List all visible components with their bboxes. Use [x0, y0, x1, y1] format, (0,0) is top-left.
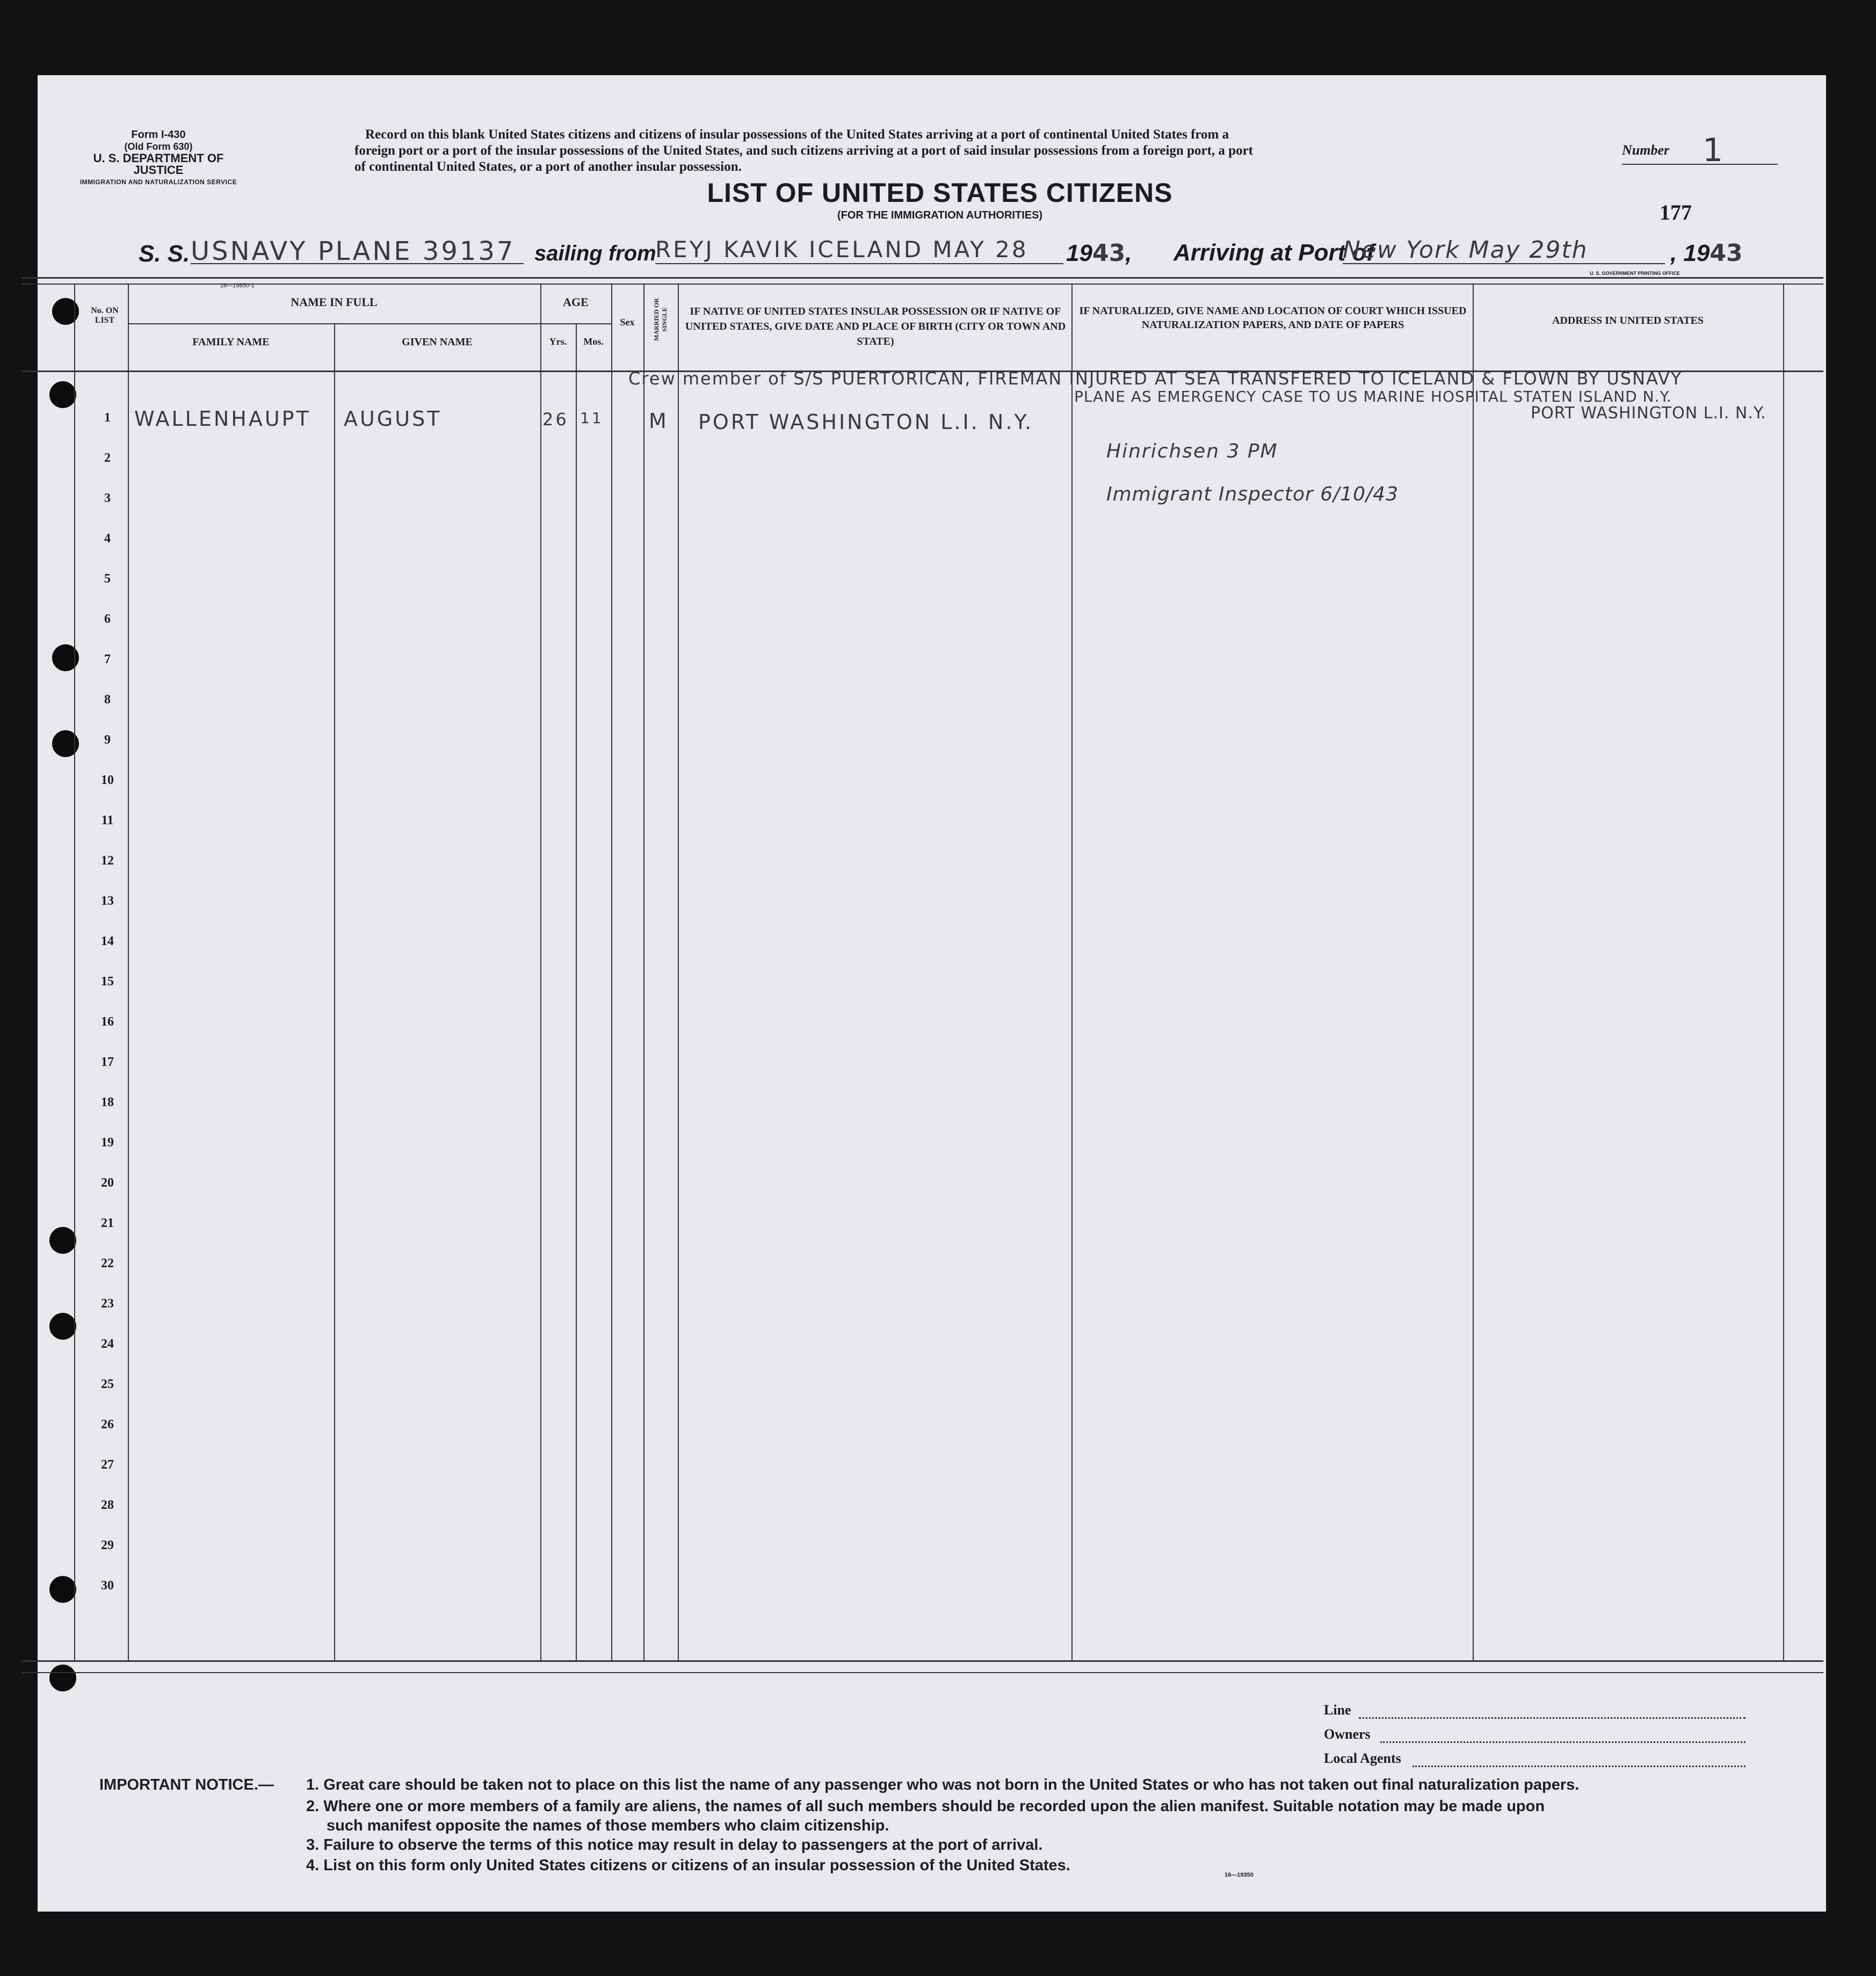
inspector-note: Hinrichsen 3 PM	[1106, 440, 1278, 462]
column-rule	[678, 284, 679, 1660]
column-rule	[540, 284, 541, 1660]
instructions	[354, 127, 1520, 175]
year-prefix: 19	[1066, 240, 1092, 266]
row-number: 21	[101, 1216, 114, 1230]
entry-family-name: WALLENHAUPT	[134, 407, 311, 431]
row-number: 30	[101, 1579, 114, 1593]
vessel-name: USNAVY PLANE 39137	[191, 236, 516, 266]
row-number: 6	[104, 612, 111, 626]
punch-hole	[49, 1665, 76, 1691]
sailing-label: sailing from	[534, 242, 656, 265]
year-handwritten: 43	[1710, 239, 1743, 267]
row-number: 26	[101, 1418, 114, 1432]
row-number: 25	[101, 1377, 114, 1391]
table-bottom-rule	[21, 1660, 1823, 1662]
col-header-age: AGE	[563, 295, 589, 309]
manifest-page	[38, 75, 1826, 1912]
row-number: 12	[101, 854, 114, 868]
department-name: U. S. DEPARTMENT OF JUSTICE	[93, 151, 224, 177]
column-rule	[576, 323, 577, 1660]
col-header-address: ADDRESS IN UNITED STATES	[1552, 315, 1704, 326]
number-label: Number	[1622, 142, 1670, 158]
notice-item: 4. List on this form only United States citizens or citizens of an insular possession of the United States.	[306, 1857, 1070, 1874]
from-port-field	[655, 236, 1063, 264]
to-port: New York May 29th	[1343, 236, 1588, 264]
number-value: 1	[1703, 132, 1726, 169]
service-name: IMMIGRATION AND NATURALIZATION SERVICE	[79, 178, 237, 186]
row-number: 27	[101, 1458, 114, 1472]
col-header-no: No. ON LIST	[91, 306, 119, 325]
bottom-form-code: 16—19350	[1225, 1872, 1254, 1878]
column-rule	[1071, 284, 1073, 1660]
table-top-rule	[21, 277, 1823, 279]
col-header-sex: Sex	[620, 317, 635, 328]
column-rule	[334, 323, 335, 1660]
arriving-label: Arriving at Port of	[1174, 239, 1375, 266]
gpo-imprint: U. S. GOVERNMENT PRINTING OFFICE	[1590, 271, 1681, 276]
owners-label: Owners	[1324, 1726, 1371, 1742]
notice-heading: IMPORTANT NOTICE.—	[99, 1776, 274, 1793]
row-number: 24	[101, 1337, 114, 1351]
local-agents-field	[1413, 1766, 1745, 1767]
inspector-note: Immigrant Inspector 6/10/43	[1106, 483, 1399, 505]
column-rule	[643, 284, 644, 1660]
punch-hole	[49, 381, 76, 408]
entry-birth-place: PORT WASHINGTON L.I. N.Y.	[698, 410, 1034, 434]
year-prefix: 19	[1683, 240, 1710, 266]
col-header-native: IF NATIVE OF UNITED STATES INSULAR POSSESSION OR IF NATIVE OF UNITED STATES, GIVE DATE AND PLACE OF BIRTH (CITY OR TOWN AND STATE)	[685, 306, 1066, 347]
row-number: 9	[104, 733, 111, 747]
col-header-family-name: FAMILY NAME	[192, 336, 270, 348]
year-arriving: , 1943	[1670, 239, 1743, 267]
stamp-number: 177	[1660, 200, 1692, 224]
punch-hole	[49, 1227, 76, 1254]
col-header-married: MARRIED OR SINGLE	[653, 298, 668, 341]
entry-given-name: AUGUST	[344, 407, 442, 431]
notice-item: 1. Great care should be taken not to place on this list the name of any passenger who was not born in the United States or who has not taken out final naturalization papers.	[306, 1776, 1580, 1793]
row-number: 2	[104, 451, 111, 465]
year-handwritten: 43	[1092, 239, 1126, 267]
number-field	[1622, 132, 1778, 169]
column-rule	[1783, 284, 1784, 1660]
row-number: 14	[101, 934, 114, 948]
notice-item: such manifest opposite the names of those members who claim citizenship.	[327, 1817, 889, 1834]
column-rule	[611, 284, 612, 1660]
form-code: 16—19850-1	[220, 282, 255, 289]
notice-item: 2. Where one or more members of a family are aliens, the names of all such members should be recorded upon the alien manifest. Suitable notation may be made upon	[306, 1798, 1545, 1815]
entry-address: PORT WASHINGTON L.I. N.Y.	[1531, 404, 1766, 423]
row-number: 19	[101, 1136, 114, 1150]
row-number: 5	[104, 572, 111, 586]
row-number: 23	[101, 1297, 114, 1311]
col-header-naturalized: IF NATURALIZED, GIVE NAME AND LOCATION OF COURT WHICH ISSUED NATURALIZATION PAPERS, AND DATE OF PAPERS	[1079, 305, 1467, 331]
col-header-given-name: GIVEN NAME	[402, 336, 473, 348]
column-rule	[128, 284, 129, 1660]
table-top-rule	[21, 284, 1823, 285]
col-header-mos: Mos.	[583, 336, 604, 347]
page-subtitle: (FOR THE IMMIGRATION AUTHORITIES)	[837, 209, 1043, 221]
col-header-name: NAME IN FULL	[291, 295, 378, 309]
entry-age-months: 11	[580, 409, 604, 427]
row-number: 8	[104, 693, 111, 707]
entry-remark-line2: PLANE AS EMERGENCY CASE TO US MARINE HOSPITAL STATEN ISLAND N.Y.	[1074, 388, 1672, 405]
row-number: 22	[101, 1256, 114, 1270]
row-number: 28	[101, 1498, 114, 1512]
vessel-field	[191, 236, 524, 264]
form-number: Form I-430	[131, 129, 186, 141]
instruction-line: of continental United States, or a port of another insular possession.	[354, 159, 742, 174]
entry-marital-status: M	[649, 409, 669, 433]
punch-hole	[49, 1576, 76, 1603]
page-title: LIST OF UNITED STATES CITIZENS	[707, 178, 1173, 208]
from-port: REYJ KAVIK ICELAND MAY 28	[655, 236, 1028, 263]
line-label: Line	[1324, 1702, 1351, 1718]
old-form-number: (Old Form 630)	[124, 141, 193, 152]
table-bottom-rule	[21, 1672, 1823, 1673]
row-number: 10	[101, 773, 114, 787]
ss-label: S. S.	[139, 241, 190, 267]
row-number: 17	[101, 1055, 114, 1069]
name-subheader-rule	[128, 323, 611, 324]
instruction-line: Record on this blank United States citizens and citizens of insular possessions of the United States arriving at a port of continental United States from a	[365, 127, 1229, 142]
col-header-yrs: Yrs.	[549, 336, 567, 347]
row-number: 13	[101, 894, 114, 908]
row-number: 7	[104, 652, 111, 666]
owners-field	[1380, 1741, 1745, 1743]
row-number: 18	[101, 1095, 114, 1109]
instruction-line: foreign port or a port of the insular possessions of the United States, and such citizens arriving at a port of said insular possessions from a foreign port, a port	[354, 143, 1253, 158]
row-number: 4	[104, 532, 111, 546]
notice-item: 3. Failure to observe the terms of this notice may result in delay to passengers at the port of arrival.	[306, 1836, 1043, 1854]
line-field	[1359, 1717, 1745, 1719]
column-rule	[74, 284, 75, 1660]
form-id-block	[70, 129, 247, 188]
row-number: 29	[101, 1538, 114, 1552]
row-number: 3	[104, 491, 111, 505]
column-rule	[1473, 284, 1474, 1660]
entry-age-years: 26	[542, 409, 569, 430]
year-sailing: 1943,	[1066, 239, 1132, 267]
row-number: 16	[101, 1015, 114, 1029]
local-agents-label: Local Agents	[1324, 1750, 1401, 1766]
row-number: 1	[104, 411, 111, 425]
punch-hole	[49, 1313, 76, 1340]
row-number: 15	[101, 975, 114, 989]
entry-remark-line1: Crew member of S/S PUERTORICAN, FIREMAN INJURED AT SEA TRANSFERED TO ICELAND & FLOWN BY USNAVY	[628, 368, 1683, 389]
row-number: 20	[101, 1176, 114, 1190]
row-number: 11	[101, 813, 114, 827]
to-port-field	[1343, 236, 1665, 264]
